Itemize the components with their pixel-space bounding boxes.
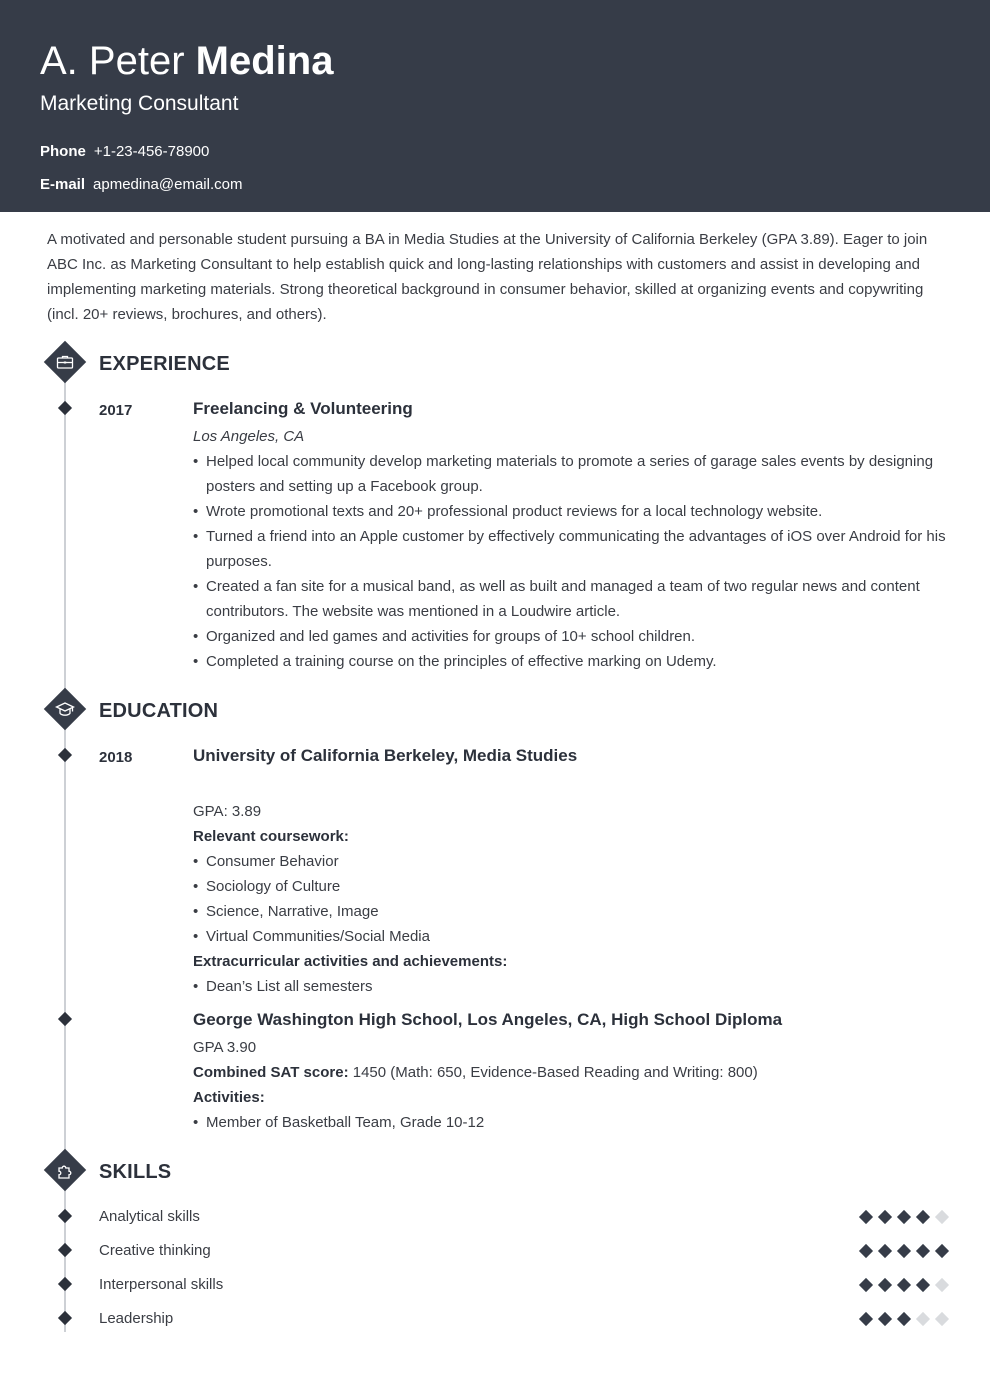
rating-diamond-empty [935,1278,949,1292]
rating-diamond-filled [916,1278,930,1292]
rating-diamond-filled [878,1210,892,1224]
briefcase-icon [44,341,86,383]
timeline-marker [58,1209,72,1223]
entry-location: Los Angeles, CA [193,428,305,445]
skill-name: Creative thinking [99,1242,211,1259]
profile-summary: A motivated and personable student pursuing a BA in Media Studies at the University of California Berkeley (GPA 3.89). Eager to join ABC Inc. as Marketing Consultant to help establish quick and long-lasting relationships with customers and assist in developing and implementing marketing materials. Strong theoretical background in consumer behavior, skilled at organizing events and copywriting (incl. 20+ reviews, brochures, and others). [47,231,928,323]
list-item: • Organized and led games and activities for groups of 10+ school children. [193,624,953,649]
job-title: Marketing Consultant [40,92,239,115]
rating-diamond-filled [878,1278,892,1292]
list-item: • Sociology of Culture [193,874,953,899]
rating-diamond-filled [878,1312,892,1326]
list-item: • Wrote promotional texts and 20+ professional product reviews for a local technology website. [193,499,953,524]
rating-diamond-filled [916,1244,930,1258]
coursework-list [193,849,953,949]
list-item: • Science, Narrative, Image [193,899,953,924]
list-item: • Virtual Communities/Social Media [193,924,953,949]
skill-name: Analytical skills [99,1208,200,1225]
rating-diamond-empty [935,1210,949,1224]
contact-phone [40,142,209,162]
timeline-marker [58,1277,72,1291]
list-item: • Consumer Behavior [193,849,953,874]
skill-name: Leadership [99,1310,174,1327]
rating-diamond-filled [878,1244,892,1258]
contact-email [40,175,242,195]
phone-value[interactable]: +1-23-456-78900 [93,143,210,160]
candidate-name [40,38,333,84]
graduation-cap-icon [44,688,86,730]
first-name: A. Peter [40,39,185,83]
section-heading-skills: SKILLS [99,1161,172,1183]
entry-title: University of California Berkeley, Media Studies [193,746,578,765]
last-name: Medina [195,39,334,83]
email-value[interactable]: apmedina@email.com [93,176,243,193]
rating-diamond-filled [859,1278,873,1292]
coursework-label: Relevant coursework: [193,828,349,845]
sat-score: Combined SAT score: 1450 (Math: 650, Evidence-Based Reading and Writing: 800) [193,1064,758,1081]
skill-rating [858,1243,950,1259]
rating-diamond-filled [859,1312,873,1326]
extracurricular-list [193,974,953,999]
rating-diamond-filled [897,1210,911,1224]
puzzle-icon [44,1149,86,1191]
phone-label: Phone [40,143,86,160]
entry-title: George Washington High School, Los Angeles, CA, High School Diploma [193,1010,783,1029]
timeline-marker [58,1311,72,1325]
activities-list [193,1110,953,1135]
skill-rating [858,1277,950,1293]
timeline-marker [58,748,72,762]
list-item: • Created a fan site for a musical band, as well as built and managed a team of two regular news and content contributors. The website was mentioned in a Loudwire article. [193,574,953,624]
entry-gpa: GPA 3.90 [193,1039,257,1056]
entry-title: Freelancing & Volunteering [193,399,413,418]
list-item: • Turned a friend into an Apple customer by effectively communicating the advantages of iOS over Android for his purposes. [193,524,953,574]
timeline-marker [58,1012,72,1026]
entry-year: 2017 [99,402,133,419]
rating-diamond-filled [859,1210,873,1224]
skill-name: Interpersonal skills [99,1276,224,1293]
list-item: • Dean’s List all semesters [193,974,953,999]
rating-diamond-filled [897,1312,911,1326]
email-label: E-mail [40,176,86,193]
timeline-marker [58,401,72,415]
resume-header [0,0,990,212]
rating-diamond-empty [935,1312,949,1326]
skill-rating [858,1311,950,1327]
entry-gpa: GPA: 3.89 [193,803,262,820]
list-item: • Helped local community develop marketing materials to promote a series of garage sales events by designing posters and setting up a Facebook group. [193,449,953,499]
rating-diamond-filled [859,1244,873,1258]
extracurricular-label: Extracurricular activities and achievements: [193,953,508,970]
section-heading-experience: EXPERIENCE [99,353,230,375]
rating-diamond-filled [935,1244,949,1258]
list-item: • Member of Basketball Team, Grade 10-12 [193,1110,953,1135]
rating-diamond-filled [897,1278,911,1292]
list-item: • Completed a training course on the principles of effective marking on Udemy. [193,649,953,674]
experience-bullet-list [193,449,953,674]
timeline-marker [58,1243,72,1257]
activities-label: Activities: [193,1089,265,1106]
section-heading-education: EDUCATION [99,700,219,722]
rating-diamond-filled [897,1244,911,1258]
skill-rating [858,1209,950,1225]
rating-diamond-filled [916,1210,930,1224]
rating-diamond-empty [916,1312,930,1326]
entry-year: 2018 [99,749,133,766]
